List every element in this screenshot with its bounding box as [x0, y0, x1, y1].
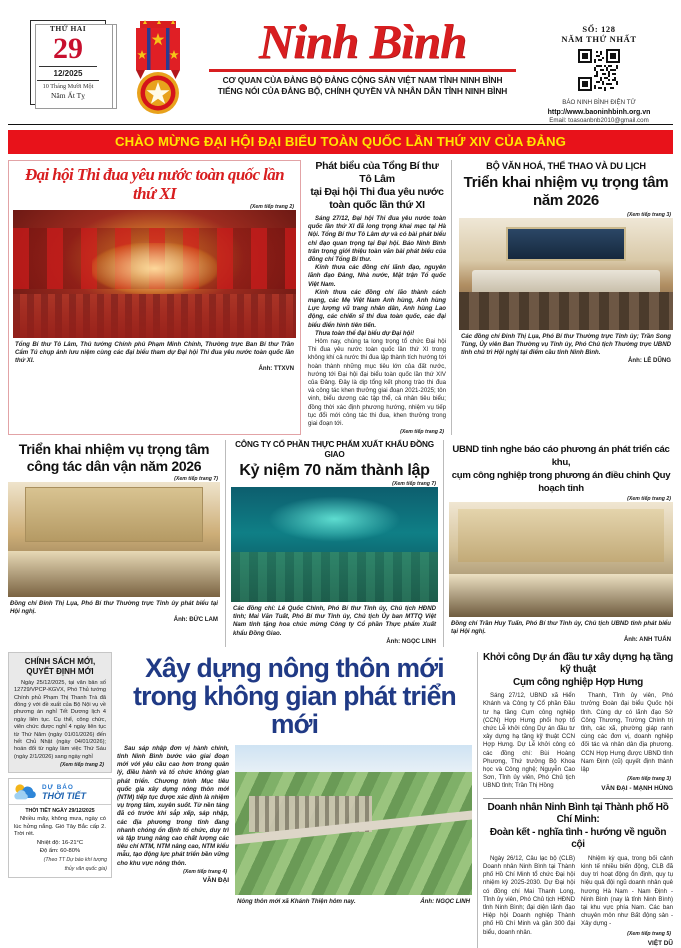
website-url[interactable]: http://www.baoninhbinh.org.vn: [547, 108, 651, 116]
mid-headline: [308, 160, 446, 215]
medal-emblem: [116, 16, 200, 122]
hop-hung-pageref[interactable]: (Xem tiếp trang 3): [627, 776, 671, 783]
date-day: 29: [53, 32, 83, 65]
title-block: [200, 16, 525, 122]
doanh-nhan-columns: [483, 855, 673, 948]
quy-hoach-photo-credit: Ảnh: ANH TUẤN: [623, 636, 671, 644]
doanh-nhan-col-1: [483, 855, 575, 948]
weather-body: [9, 816, 111, 839]
lead-pageref[interactable]: (Xem tiếp trang 2): [250, 204, 294, 210]
feature-photo: [235, 745, 472, 895]
right-headline-line-2: năm 2026: [533, 192, 599, 209]
right-rail-divider: [483, 798, 673, 799]
article-dong-giao[interactable]: [231, 440, 444, 646]
right-kicker: BỘ VĂN HOÁ, THỂ THAO VÀ DU LỊCH: [486, 161, 646, 171]
right-photo: [459, 218, 673, 330]
dan-van-photo: [8, 482, 220, 597]
dong-giao-headline-line-1: Kỷ niệm 70 năm thành lập: [239, 462, 430, 480]
lead-caption: [13, 338, 296, 374]
feature-headline-line-2: trong không gian phát triển mới: [133, 680, 456, 739]
weather-text: Nhiều mây, không mưa, ngày có lúc hửng nắng. Gió Tây Bắc cấp 2. Trời rét.: [14, 816, 106, 838]
hop-hung-col-1: [483, 692, 575, 793]
policy-box[interactable]: [8, 652, 112, 773]
doanh-nhan-author: VIỆT DŨ: [647, 939, 673, 947]
dan-van-pageref[interactable]: (Xem tiếp trang 7): [174, 476, 218, 483]
mid-para-5: Hôm nay, chúng ta long trọng tổ chức Đại hội Thi đua yêu nước toàn quốc lần thứ XI trong không khí cả nước thi đua lập thành tích hướng tới hoàn thành những mục tiêu lớn của đất nước, hướng tới Đại hội đại biểu toàn quốc lần thứ XIV của Đảng. Đây là dịp tổng kết phong trào thi đua và công tác khen thưởng giai đoạn 2021-2025; tôn vinh, biểu dương các tập thể, cá nhân tiêu biểu; đồng thời xác định phương hướng, nhiệm vụ tiếp tục đổi mới công tác thi đua, khen thưởng trong giai đoạn tới.: [308, 338, 446, 428]
lead-photo-credit: Ảnh: TTXVN: [258, 365, 294, 373]
right-headline-line-1: Triển khai nhiệm vụ trọng tâm: [463, 174, 669, 191]
second-section: [8, 440, 673, 646]
hop-hung-col-2: [581, 692, 673, 793]
mid-article[interactable]: [306, 160, 452, 435]
right-headline: [459, 172, 673, 211]
right-caption: [459, 330, 673, 366]
issue-number: SỐ: 128: [582, 24, 616, 34]
weather-humidity: Độ ẩm: 60-80%: [39, 848, 81, 854]
mid-pageref[interactable]: (Xem tiếp trang 2): [400, 429, 444, 436]
feature-columns: [117, 745, 472, 907]
quy-hoach-headline-line-1: UBND tỉnh nghe báo cáo phương án phát triển các khu,: [452, 444, 670, 469]
masthead: [8, 0, 673, 122]
doanh-nhan-col-2: [581, 855, 673, 948]
mid-headline-line-1: Phát biểu của Tổng Bí thư Tô Lâm: [315, 160, 439, 185]
medal-icon: [123, 17, 193, 121]
feature-text-column: [117, 745, 229, 907]
article-doanh-nhan[interactable]: [483, 802, 673, 948]
doanh-nhan-headline: [483, 802, 673, 852]
feature-author: VĂN ĐẠI: [202, 876, 229, 884]
doanh-nhan-headline-line-1: Doanh nhân Ninh Bình tại Thành phố Hồ Chí Minh:: [487, 801, 669, 826]
doanh-nhan-headline-line-2: Đoàn kết - nghĩa tình - hướng về nguồn cội: [489, 826, 667, 851]
hop-hung-headline: [483, 652, 673, 690]
feature-body: [117, 745, 229, 868]
right-caption-text: Các đồng chí Đinh Thị Lụa, Phó Bí thư Thường trực Tỉnh ủy; Trần Song Tùng, Ủy viên Ban Thường vụ Tỉnh ủy, Phó Chủ tịch Thường trực UBND tỉnh chủ trì Hội nghị tại điểm cầu tỉnh Ninh Bình.: [461, 333, 671, 357]
article-dan-van[interactable]: [8, 440, 226, 646]
weather-box[interactable]: [8, 778, 112, 878]
dan-van-photo-credit: Ảnh: ĐỨC LAM: [173, 616, 218, 624]
right-rail: [477, 652, 673, 948]
policy-box-body: [14, 680, 106, 761]
masthead-subtitle-1: CƠ QUAN CỦA ĐẢNG BỘ ĐẢNG CỘNG SẢN VIỆT NAM TỈNH NINH BÌNH: [222, 76, 503, 85]
weather-header: [9, 779, 111, 804]
quy-hoach-headline: [449, 440, 673, 495]
right-article[interactable]: [457, 160, 673, 435]
weather-date: THỜI TIẾT NGÀY 29/12/2025: [9, 804, 111, 816]
mid-para-1: Sáng 27/12, Đại hội Thi đua yêu nước toàn quốc lần thứ XI đã long trọng khai mạc tại Hà Nội. Tổng Bí thư Tô Lâm dự và có bài phát biểu chỉ đạo quan trọng tại Đại hội. Báo Ninh Bình trân trọng giới thiệu toàn văn bài phát biểu của đồng chí Tổng Bí thư.: [308, 215, 446, 264]
quy-hoach-caption-text: Đồng chí Trần Huy Tuấn, Phó Bí thư Tỉnh ủy, Chủ tịch UBND tỉnh phát biểu tại Hội nghị.: [451, 620, 671, 636]
lunar-date-line1: 10 Tháng Mười Một: [42, 83, 94, 90]
dan-van-headline-line-1: Triển khai nhiệm vụ trọng tâm: [18, 441, 210, 458]
dan-van-headline: [8, 440, 220, 475]
date-block: [8, 16, 116, 122]
quy-hoach-photo: [449, 502, 673, 617]
feature-caption: [235, 895, 472, 907]
doanh-nhan-text-2: Nhiệm kỳ qua, trong bối cảnh kinh tế nhiều biến động, CLB đã duy trì hoạt động ổn định, quy tụ hiệu quả đội ngũ doanh nhân quê hương Hà Nam - Nam Định - Ninh Bình (nay là tỉnh Ninh Bình) tại khu vực phía Nam. Các ban chuyên môn như Bất động sản - Xây dựng -: [581, 854, 673, 928]
weather-title: [42, 783, 86, 801]
mid-para-3: Kính thưa các đồng chí lão thành cách mạng, các Mẹ Việt Nam Anh hùng, Anh hùng Lực lượng vũ trang nhân dân, Anh hùng Lao động, các chiến sĩ thi đua toàn quốc, các đại biểu điển hình tiên tiến.: [308, 288, 446, 329]
right-pageref[interactable]: (Xem tiếp trang 3): [627, 212, 671, 218]
dong-giao-pageref[interactable]: (Xem tiếp trang 7): [392, 481, 436, 488]
bottom-section: [8, 652, 673, 948]
congress-banner: CHÀO MỪNG ĐẠI HỘI ĐẠI BIỂU TOÀN QUỐC LẦN THỨ XIV CỦA ĐẢNG: [8, 130, 673, 154]
date-dayofweek: THỨ HAI: [49, 24, 87, 33]
lead-caption-text: Tổng Bí thư Tô Lâm, Thủ tướng Chính phủ Phạm Minh Chính, Thường trực Ban Bí thư Trần Cẩm Tú chụp ảnh lưu niệm cùng các đại biểu tham dự Đại hội Thi đua yêu nước toàn quốc lần thứ XI.: [15, 341, 294, 365]
left-rail: [8, 652, 112, 948]
lead-article[interactable]: [8, 160, 301, 435]
doanh-nhan-pageref[interactable]: (Xem tiếp trang 5): [627, 930, 671, 937]
right-photo-credit: Ảnh: LÊ DŨNG: [628, 357, 671, 365]
feature-text: Sau sáp nhập đơn vị hành chính, tỉnh Ninh Bình bước vào giai đoạn mới với yêu cầu cao hơn trong quản lý, điều hành và tổ chức không gian phát triển. Chương trình Mục tiêu quốc gia xây dựng nông thôn mới (NTM) tiếp tục được xác định là nhiệm vụ trọng tâm, xuyên suốt. Từ nền tảng đã có trước khi sắp xếp, sáp nhập, các địa phương trong tỉnh đang nhanh chóng ổn định tổ chức, duy trì và tập trung nâng cao chất lượng các tiêu chí NTM, NTM nâng cao, NTM kiểu mẫu, tạo động lực phát triển bền vững cho khu vực nông thôn.: [117, 744, 229, 867]
dong-giao-headline: [231, 460, 438, 480]
feature-article[interactable]: [117, 652, 472, 948]
feature-headline: [117, 652, 472, 742]
policy-title-line-2: QUYẾT ĐỊNH MỚI: [26, 666, 94, 676]
policy-pageref[interactable]: (Xem tiếp trang 2): [60, 762, 104, 769]
feature-pageref[interactable]: (Xem tiếp trang 4): [183, 868, 227, 875]
dan-van-caption: [8, 597, 220, 625]
weather-title-small: DỰ BÁO: [42, 784, 74, 792]
feature-photo-credit: Ảnh: NGỌC LINH: [420, 897, 470, 905]
mid-headline-line-2: tại Đại hội Thi đua yêu nước: [310, 186, 444, 198]
dong-giao-caption: [231, 602, 438, 646]
hop-hung-headline-line-2: Cụm công nghiệp Hợp Hưng: [513, 676, 643, 688]
lead-photo: [13, 210, 296, 338]
feature-headline-line-1: Xây dựng nông thôn mới: [145, 652, 444, 683]
qr-code-icon[interactable]: [578, 49, 620, 91]
policy-text: Ngày 25/12/2025, tại văn bản số 12729/VPCP-KGVX, Phó Thủ tướng Chính phủ Phạm Thị Thanh Trà đã đồng ý với đề xuất của Bộ Nội vụ về phương án nghỉ Tết Dương lịch 4 ngày liên tục. Cụ thể, công chức, viên chức được nghỉ 4 ngày liên tục từ Thứ Năm (ngày 01/01/2026) đến hết Chủ Nhật (ngày 04/01/2026); hoán đổi từ ngày làm việc Thứ Sáu (ngày 2/1/2026) sang ngày nghỉ: [14, 679, 106, 760]
title-rule: [209, 69, 516, 72]
mid-headline-line-3: toàn quốc lần thứ XI: [329, 199, 425, 211]
hop-hung-text-1: Sáng 27/12, UBND xã Hiển Khánh và Công ty Cổ phần Đầu tư hạ tầng Cụm công nghiệp (CCN) Hợp Hưng phối hợp tổ chức Lễ khởi công Dự án đầu tư xây dựng hạ tầng kỹ thuật CCN Hợp Hưng. Dự Lễ khởi công có các đồng chí: Bùi Hoàng Phương, Thứ trưởng Bộ Khoa học và Công nghệ; Nguyễn Cao Sơn, Tỉnh ủy viên, Phó Chủ tịch UBND tỉnh; Trần Thị Hồng: [483, 692, 575, 790]
weather-source-line-1: (Theo TT Dự báo khí tượng: [43, 857, 107, 863]
dan-van-caption-text: Đồng chí Đinh Thị Lụa, Phó Bí thư Thường trực Tỉnh ủy phát biểu tại Hội nghị.: [10, 600, 218, 616]
date-card: [30, 20, 106, 105]
publication-year: NĂM THỨ NHẤT: [561, 34, 637, 44]
policy-box-title: [14, 657, 106, 677]
weather-temperature: Nhiệt độ: 16-21°C: [36, 840, 84, 846]
dong-giao-photo: [231, 487, 438, 602]
edition-label: BÁO NINH BÌNH ĐIỆN TỬ: [562, 99, 636, 106]
lunar-date-line2: Năm Ất Tỵ: [50, 91, 86, 100]
doanh-nhan-text-1: Ngày 26/12, Câu lạc bộ (CLB) Doanh nhân Ninh Bình tại Thành phố Hồ Chí Minh tổ chức Đại hội nhiệm kỳ 2025-2030. Dự Đại hội có đồng chí Mai Thanh Long, Tỉnh ủy viên, Phó Chủ tịch HĐND tỉnh Ninh Bình; đại diện lãnh đạo Hiệp hội Doanh nghiệp Thành phố Hồ Chí Minh và gần 300 đại biểu, doanh nhân.: [483, 854, 575, 936]
top-section: [8, 160, 673, 435]
feature-photo-column: [235, 745, 472, 907]
weather-title-main: THỜI TIẾT: [42, 791, 87, 802]
hop-hung-author: VĂN ĐẠI - MẠNH HÙNG: [601, 785, 673, 793]
sun-cloud-icon: [13, 782, 39, 802]
quy-hoach-headline-line-2: cụm công nghiệp trong phương án điều chỉnh Quy hoạch tỉnh: [451, 470, 671, 495]
mid-para-2: Kính thưa các đồng chí lãnh đạo, nguyên lãnh đạo Đảng, Nhà nước, Mặt trận Tổ quốc Việt Nam.: [308, 264, 446, 288]
dong-giao-photo-credit: Ảnh: NGỌC LINH: [386, 637, 436, 645]
quy-hoach-caption: [449, 617, 673, 645]
hop-hung-columns: [483, 692, 673, 793]
masthead-subtitle-2: TIẾNG NÓI CỦA ĐẢNG BỘ, CHÍNH QUYỀN VÀ NHÂN DÂN TỈNH NINH BÌNH: [217, 87, 508, 96]
date-divider-2: [37, 80, 99, 81]
email-address[interactable]: Email: toasoanbnb2010@gmail.com: [549, 116, 649, 124]
date-divider-1: [39, 66, 97, 67]
hop-hung-text-2: Thanh, Tỉnh ủy viên, Phó trưởng Đoàn đại biểu Quốc hội tỉnh. Cùng dự có lãnh đạo Sở Công Thương, Trường Chính trị tỉnh, các xã, phường giáp ranh cùng các đơn vị, doanh nghiệp đối tác và nhân dân địa phương. CCN Hợp Hưng được UBND tỉnh Nam Định (cũ) quyết định thành lập: [581, 692, 673, 774]
masthead-info: [525, 16, 673, 122]
weather-source-line-2: thủy văn quốc gia): [64, 866, 107, 872]
hop-hung-headline-line-1: Khởi công Dự án đầu tư xây dựng hạ tầng kỹ thuật: [483, 651, 673, 676]
paper-title: Ninh Bình: [258, 14, 467, 69]
feature-caption-text: Nông thôn mới xã Khánh Thiện hôm nay.: [237, 897, 356, 905]
dan-van-headline-line-2: công tác dân vận năm 2026: [26, 458, 202, 475]
date-monthyear: 12/2025: [53, 69, 83, 78]
mid-article-body: [308, 215, 446, 428]
dong-giao-caption-text: Các đồng chí: Lê Quốc Chỉnh, Phó Bí thư Tỉnh ủy, Chủ tịch HĐND tỉnh; Mai Văn Tuất, Phó Bí thư Tỉnh ủy, Chủ tịch Ủy ban MTTQ Việt Nam tỉnh tặng hoa chúc mừng Công ty Cổ phần Thực phẩm Xuất khẩu Đồng Giao.: [233, 605, 436, 637]
lead-headline: Đại hội Thi đua yêu nước toàn quốc lần thứ XI: [24, 165, 285, 203]
mid-para-4: Thưa toàn thể đại biểu dự Đại hội!: [315, 329, 415, 337]
article-ubnd-quy-hoach[interactable]: [449, 440, 673, 646]
quy-hoach-pageref[interactable]: (Xem tiếp trang 2): [627, 496, 671, 503]
article-hop-hung[interactable]: [483, 652, 673, 794]
policy-title-line-1: CHÍNH SÁCH MỚI,: [24, 656, 96, 666]
dong-giao-kicker: CÔNG TY CỔ PHẦN THỰC PHẨM XUẤT KHẨU ĐỒNG GIAO: [235, 440, 434, 460]
